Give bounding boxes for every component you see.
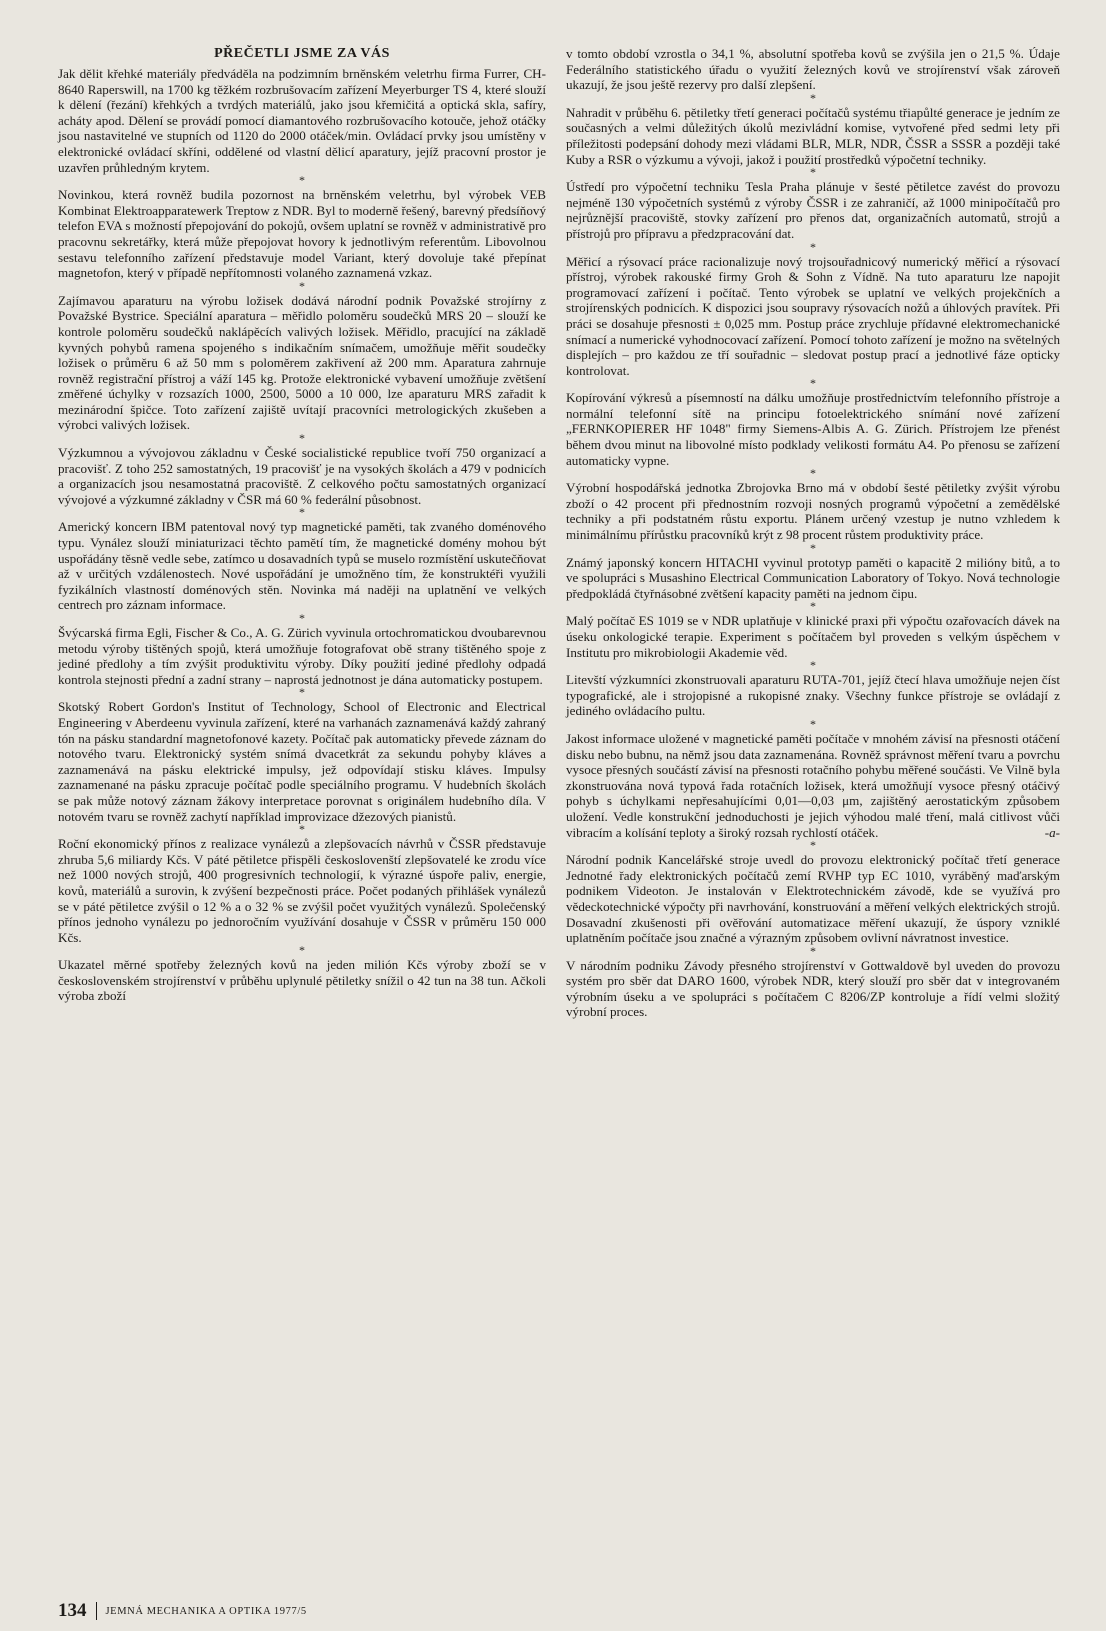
separator-asterisk: *	[299, 505, 305, 520]
article-paragraph: Americký koncern IBM patentoval nový typ magnetické paměti, tak zvaného doménového typu. Vynález slouží miniaturizaci těchto pamětí tím, že magnetické domény mohou být uspořádány těsně vedle sebe, zatímco u dosavadních typů se muselo rozmístění uskutečňovat až v určitých vzdálenostech. Nové uspořádání je umožněno tím, že konstruktéři využili fyzikálních vlastností doménových stěn. Novinka má naději na uplatnění ve velkých centrech pro záznam informace.	[58, 519, 546, 613]
separator-asterisk: *	[299, 685, 305, 700]
article-paragraph: Švýcarská firma Egli, Fischer & Co., A. G. Zürich vyvinula ortochromatickou dvoubarevnou metodu výroby tištěných spojů, která umožňuje fotografovat obě strany tištěného spoje z jediné předlohy a tím zvýšit produktivitu výroby. Díky použití jediné předlohy odpadá kontrola stejnosti přední a zadní strany – naprostá jednotnost je dána automaticky postupem.	[58, 625, 546, 687]
separator-asterisk: *	[810, 466, 816, 481]
separator-asterisk: *	[299, 611, 305, 625]
article-paragraph: Roční ekonomický přínos z realizace vynálezů a zlepšovacích návrhů v ČSSR představuje zhruba 5,6 miliardy Kčs. V páté pětiletce přispěli českoslovenští zlepšovatelé ke zrodu více než 1000 nových strojů, 400 progresivních technologií, k výrazné úspoře paliv, energie, kovů, materiálů a surovin, k zvýšení bezpečnosti práce. Počet podaných přihlášek vynálezů se v páté pětiletce zvýšil o 12 % a o 32 % se zvýšil počet využitých vynálezů. Společenský přínos jednoho vynálezu po jednoročním využívání dosahuje v ČSSR v průměru 150 000 Kčs.	[58, 836, 546, 945]
journal-title: JEMNÁ MECHANIKA A OPTIKA 1977/5	[105, 1605, 307, 1617]
article-paragraph: V národním podniku Závody přesného strojírenství v Gottwaldově byl uveden do provozu systém pro sběr dat DARO 1600, výrobek NDR, který slouží pro sběr dat v integrovaném výrobním úseku a ve spolupráci s počítačem C 8206/ZP kontroluje a řídí velmi složitý výrobní proces.	[566, 957, 1060, 1020]
separator-asterisk: *	[299, 431, 305, 446]
left-column	[58, 46, 546, 1004]
article-paragraph: v tomto období vzrostla o 34,1 %, absolutní spotřeba kovů se zvýšila jen o 21,5 %. Údaje Federálního statistického úřadu o využití železných kovů ve strojírenství však zároveň ukazují, že jsou ještě rezervy pro další zlepšení.	[566, 46, 1060, 93]
footer-divider	[96, 1602, 97, 1620]
section-heading: PŘEČETLI JSME ZA VÁS	[214, 46, 390, 61]
article-paragraph: Litevští výzkumníci zkonstruovali aparaturu RUTA-701, jejíž čtecí hlava umožňuje nejen číst typografické, ale i strojopisné a rukopisné znaky. Všechny funkce přístroje se ovládají z jediného ovládacího pultu.	[566, 672, 1060, 719]
right-column	[566, 46, 1060, 1020]
article-paragraph	[566, 731, 1060, 840]
article-paragraph: Zajímavou aparaturu na výrobu ložisek dodává národní podnik Považské strojírny z Považské Bystrice. Speciální aparatura – měřidlo poloměru soudečků MRS 20 – slouží ke kontrole poloměru soudečků naklápěcích valivých ložisek. Měřidlo, pracující na základě kyvných pohybů ramena spojeného s indikačním snímačem, umožňuje měřit soudečky ložisek o průměru 6 až 50 mm s poloměrem zakřivení až 200 mm. Aparatura zahrnuje rovněž registrační přístroj a váží 145 kg. Protože elektronické vybavení umožňuje zvětšení změřené úchylky v rozsazích 1000, 2500, 5000 a 10 000, lze aparaturu MRS zařadit k mezinárodní špičce. Toto zařízení zajiště uvítají pracovníci metrologických zkušeben a výrobci valivých ložisek.	[58, 292, 546, 433]
separator-asterisk: *	[299, 173, 305, 188]
article-paragraph: Kopírování výkresů a písemností na dálku umožňuje prostřednictvím telefonního přístroje a normální telefonní sítě na principu fotoelektrického snímání nové zařízení „FERNKOPIERER HF 1048" firmy Siemens-Albis A. G. Zürich. Přístrojem lze přenést během dvou minut na libovolné místo podklady velikosti formátu A4. Po přenosu se zařízení automaticky vypne.	[566, 390, 1060, 468]
separator-asterisk: *	[810, 165, 816, 180]
article-paragraph: Ústředí pro výpočetní techniku Tesla Praha plánuje v šesté pětiletce zavést do provozu nejméně 130 výpočetních systémů z výroby ČSSR i ze zahraničí, až 1000 minipočítačů pro nejrůznější pracoviště, stovky zařízení pro přenos dat, organizačních automatů, strojů a přístrojů pro přípravu a předzpracování dat.	[566, 179, 1060, 241]
separator-asterisk: *	[810, 943, 816, 958]
article-paragraph: Měřicí a rýsovací práce racionalizuje nový trojsouřadnicový numerický měřicí a rýsovací přístroj, výrobek rakouské firmy Groh & Sohn z Vídně. Na tuto aparaturu lze napojit programovací zařízení i počítač. Tento výrobek se uplatní ve velkých projekčních a strojírenských podnicích. K dispozici jsou soupravy rýsovacích nožů a úhlových pravítek. Při práci se dosahuje přesnosti ± 0,025 mm. Postup práce zrychluje přídavné elektromechanické snímací a numerické vyhodnocovací zařízení. Pomocí tohoto zařízení je možno na světelných displejích – pro každou ze tří souřadnic – sledovat postup prací a jednotlivé fáze opticky kontrolovat.	[566, 253, 1060, 378]
article-paragraph: Národní podnik Kancelářské stroje uvedl do provozu elektronický počítač třetí generace Jednotné řady elektronických počítačů zemí RVHP typ EC 1010, vyráběný maďarským podnikem Videoton. Je instalován v Elektrotechnickém závodě, kde se využívá pro vědeckotechnické výpočty při navrhování, konstruování a měření velkých elektrických strojů. Dosavadní zkušenosti při ověřování automatizace měření ukazují, že úspory vzniklé uplatněním počítače jsou značné a výrazným způsobem ovlivní návratnost investice.	[566, 852, 1060, 946]
article-paragraph: Novinkou, která rovněž budila pozornost na brněnském veletrhu, byl výrobek VEB Kombinat Elektroapparatewerk Treptow z NDR. Byl to moderně řešený, barevný předsíňový telefon EVA s možností přepojování do pokojů, ovšem uplatní se rovněž v administrativě pro pracovnu sekretářky, která může přepojovat hovory k jednotlivým referentům. Libovolnou sestavu telefonního zařízení představuje model Variant, který dovoluje také přepínat magnetofon, který v případě nepřítomnosti volaného zaznamená vzkaz.	[58, 187, 546, 281]
separator-asterisk: *	[810, 90, 816, 105]
page-number: 134	[58, 1600, 87, 1621]
article-paragraph: Jak dělit křehké materiály předváděla na podzimním brněnském veletrhu firma Furrer, CH-8640 Raperswill, na 1700 kg těžkém rozbrušovacím zařízení Meyerburger TS 4, které slouží k dělení (řezání) křehkých a tvrdých materiálů, jako jsou křemičitá a optická skla, safíry, acháty apod. Dělení se provádí pomocí diamantového rozbrušovacího kotouče, jehož otáčky jsou nastavitelné ve stupních od 1120 do 2000 otáček/min. Ovládací prvky jsou umístěny v elektronické ovládací skříni, oddělené od vlastní dělicí aparatury, jejíž pracovní prostor je uzavřen průhledným krytem.	[58, 66, 546, 175]
article-paragraph: Ukazatel měrné spotřeby železných kovů na jeden milión Kčs výroby zboží se v československém strojírenství v průběhu uplynulé pětiletky snížil o 42 tun na 38 tun. Ačkoli výroba zboží	[58, 957, 546, 1004]
article-paragraph: Nahradit v průběhu 6. pětiletky třetí generaci počítačů systému třiapůlté generace je jedním ze současných a velmi důležitých úkolů mezivládní komise, vytvořené před sedmi lety při příležitosti podepsání dohody mezi vládami BLR, MLR, NDR, ČSSR a SSSR a později také Kuby a RSR o výzkumu a vývoji, jakož i použití prostředků výpočetní techniky.	[566, 104, 1060, 167]
separator-asterisk: *	[810, 239, 816, 254]
separator-asterisk: *	[299, 822, 305, 837]
article-paragraph: Výrobní hospodářská jednotka Zbrojovka Brno má v období šesté pětiletky zvýšit výrobu zboží o 42 procent při přednostním rozvoji nosných programů výpočetní a zemědělské techniky a při podstatném růstu exportu. Plánem určený vzestup je nutno vzhledem k minimálnímu přírůstku pracovníků krýt z 98 procent růstem produktivity práce.	[566, 480, 1060, 543]
author-signature: -a-	[1044, 824, 1060, 840]
separator-asterisk: *	[810, 716, 816, 731]
separator-asterisk: *	[299, 278, 305, 293]
page-footer	[58, 1600, 307, 1622]
separator-asterisk: *	[810, 599, 816, 614]
separator-asterisk: *	[810, 658, 816, 673]
article-paragraph: Skotský Robert Gordon's Institut of Technology, School of Electronic and Electrical Engineering v Aberdeenu vyvinula zařízení, které na varhanách zaznamenává každý zahraný tón na pásku standardní magnetofonové kazety. Počítač pak automaticky převede záznam do notového tvaru. Elektronický systém snímá dvacetkrát za sekundu pohyby kláves a zaznamenává na pásku elektrické impulsy, jež odpovídají stisku kláves. Impulsy zaznamenané na pásku zpracuje počítač podle speciálního programu. V hudebních školách se pak může notový záznam žákovy interpretace porovnat s originálem hudebního díla. V notovém tvaru se rovněž zachytí například improvizace džezových pianistů.	[58, 699, 546, 824]
separator-asterisk: *	[299, 943, 305, 958]
article-paragraph: Malý počítač ES 1019 se v NDR uplatňuje v klinické praxi při výpočtu ozařovacích dávek na úseku onkologické terapie. Experiment s počítačem byl proveden s velkým úspěchem v Institutu pro mikrobiologii Akademie věd.	[566, 613, 1060, 660]
article-paragraph: Známý japonský koncern HITACHI vyvinul prototyp paměti o kapacitě 2 milióny bitů, a to ve spolupráci s Musashino Electrical Communication Laboratory of Tokyo. Nová technologie předpokládá čtyřnásobné zvětšení kapacity paměti na jednom čipu.	[566, 554, 1060, 601]
separator-asterisk: *	[810, 376, 816, 391]
separator-asterisk: *	[810, 540, 816, 555]
paragraph-text: Jakost informace uložené v magnetické paměti počítače v mnohém závisí na přesnosti otáčení disku nebo bubnu, na němž jsou data zaznamenána. Rovněž správnost měření tvaru a povrchu vysoce přesných součástí závisí na přesnosti rotačního pohybu měřené součásti. Ve Vilně byla zkonstruována nová typová řada rotačních ložisek, která umožňují vysoce přesný otáčivý pohyb s úchylkami nepřesahujícími 0,01—0,03 μm, zajištěný aerostatickým způsobem uložení. Vedle konstrukční jednoduchosti je jejich výhodou malé tření, malá citlivost vůči vibracím a kolísání teploty a široký rozsah rychlostí otáček.	[566, 730, 1060, 840]
article-paragraph: Výzkumnou a vývojovou základnu v České socialistické republice tvoří 750 organizací a pracovišť. Z toho 252 samostatných, 19 pracovišť je na vysokých školách a 479 v podnicích a organizacích jsou nesamostatná pracoviště. Z celkového počtu samostatných organizací vývojové a výzkumné základny v ČSR má 60 % federální působnost.	[58, 445, 546, 507]
separator-asterisk: *	[810, 838, 816, 853]
